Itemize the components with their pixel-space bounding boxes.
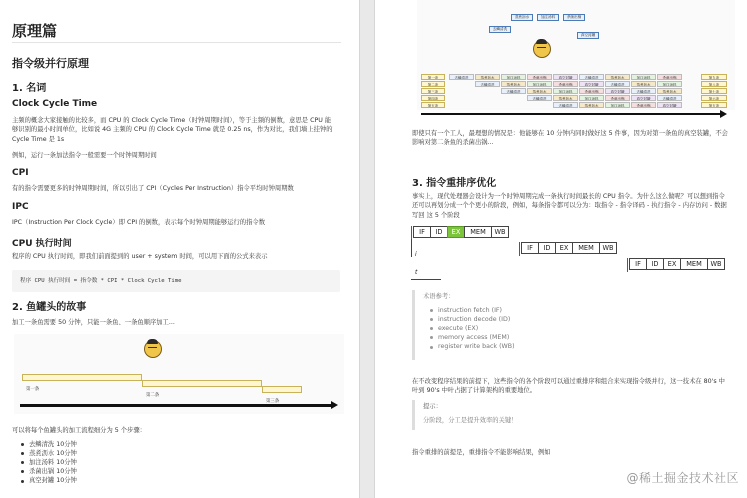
- list-item: 去鳞清洗 10分钟: [20, 440, 77, 449]
- steps-list: [20, 440, 77, 485]
- fish-stage-cell: 杀菌出锅: [631, 102, 656, 108]
- pipeline-stage: MEM: [680, 258, 708, 270]
- list-item: memory access (MEM): [429, 333, 515, 342]
- fish-stage-cell: 去鳞清洗: [475, 81, 500, 87]
- pipeline-row-marker: [627, 258, 628, 272]
- pipeline-row-marker: [519, 242, 520, 256]
- fish-stage-cell: 蒸煮沥水: [605, 74, 630, 80]
- fish-stage-cell: 杀菌出锅: [553, 81, 578, 87]
- list-item: 杀菌出锅 10分钟: [20, 467, 77, 476]
- formula-code-block: 程序 CPU 执行时间 = 指令数 * CPI * Clock Cycle Time: [12, 270, 340, 292]
- reorder-premise: 指令重排的前提是，重排指令不能影响结果，例如: [412, 449, 551, 456]
- tip-note: [412, 400, 742, 430]
- fish-stage-cell: 去鳞清洗: [631, 88, 656, 94]
- fish-row-label: 第五条: [701, 102, 727, 108]
- list-item: 蒸煮沥水 10分钟: [20, 449, 77, 458]
- fish-stage-cell: 蒸煮沥水: [527, 88, 552, 94]
- terms-title: 术语参考：: [423, 293, 455, 300]
- tag-sterilize: 杀菌出锅: [563, 14, 585, 21]
- fish-stage-cell: 加注汤料: [657, 81, 682, 87]
- fish-stage-cell: 去鳞清洗: [657, 95, 682, 101]
- pipeline-stage: ID: [646, 258, 664, 270]
- fish-stage-cell: 加注汤料: [553, 88, 578, 94]
- list-item: 真空封罐 10分钟: [20, 476, 77, 485]
- fish-stage-cell: 去鳞清洗: [449, 74, 474, 80]
- pipeline-stage: MEM: [572, 242, 600, 254]
- fish-row-label: 第九条: [701, 74, 727, 80]
- title-divider: [12, 42, 341, 43]
- fish-stage-cell: 杀菌出锅: [605, 95, 630, 101]
- fish-stage-cell: 去鳞清洗: [605, 81, 630, 87]
- fish-stage-cell: 加注汤料: [501, 74, 526, 80]
- ilp-para: 在不改变程序结果的前提下，这些指令的各个阶段可以通过重排序和组合来实现指令级并行，这一技术在 80's 中 叶到 90's 中叶占据了计算架构的重要地位。: [412, 378, 725, 395]
- fish-stage-cell: 真空封罐: [579, 81, 604, 87]
- worker-avatar-icon: [144, 340, 162, 358]
- heading-clock-cycle: Clock Cycle Time: [12, 99, 98, 109]
- cpi-para: 有的指令需要更多的时钟周期时间，所以引出了 CPI（Cycles Per Instruction）指令平均时钟周期数: [12, 185, 294, 192]
- fish-row-label: 第四条: [421, 95, 445, 101]
- pipeline-stage: MEM: [464, 226, 492, 238]
- pipeline-stage: EX: [555, 242, 573, 254]
- pipeline-stage: WB: [599, 242, 617, 254]
- tag-steam: 蒸煮沥水: [511, 14, 533, 21]
- fish-stage-cell: 去鳞清洗: [579, 74, 604, 80]
- pipeline-stage: EX: [447, 226, 465, 238]
- fish-stage-cell: 蒸煮沥水: [631, 81, 656, 87]
- pipeline-stage: EX: [663, 258, 681, 270]
- fish-stage-cell: 去鳞清洗: [553, 102, 578, 108]
- tag-seal: 真空封罐: [577, 32, 599, 39]
- fish-stage-cell: 蒸煮沥水: [657, 88, 682, 94]
- fish-row-label: 第一条: [421, 74, 445, 80]
- fish-stage-cell: 蒸煮沥水: [553, 95, 578, 101]
- workers-para: 即使只有一个工人，最理想的情况是：他能够在 10 分钟内同时做好这 5 件事，因为对第一条鱼的真空装罐，不会 影响对第二条鱼的杀菌出锅...: [412, 130, 728, 147]
- fish-row-label: 第八条: [701, 81, 727, 87]
- fish-stage-cell: 蒸煮沥水: [501, 81, 526, 87]
- worker-avatar-icon: [533, 40, 551, 58]
- watermark: @稀土掘金技术社区: [626, 471, 739, 485]
- time-arrow: [20, 404, 332, 407]
- fish-stage-cell: 去鳞清洗: [501, 88, 526, 94]
- heading-ipc: IPC: [12, 202, 29, 212]
- page-title: 原理篇: [12, 22, 58, 40]
- ipc-para: IPC（Instruction Per Clock Cycle）即 CPI 的倒数，表示每个时钟周期能够运行的指令数: [12, 219, 265, 226]
- cpu-time-para: 程序的 CPU 执行时间，即我们前面提到的 user + system 时间，可以用下面的公式来表示: [12, 253, 268, 260]
- fish-para: 加工一条鱼需要 50 分钟，只能一条鱼、一条鱼顺序加工...: [12, 319, 175, 326]
- pipeline-stage: IF: [413, 226, 431, 238]
- fish-stage-cell: 蒸煮沥水: [475, 74, 500, 80]
- pipeline-diagram: [411, 224, 744, 284]
- i-axis: [411, 239, 412, 257]
- pipeline-stage: WB: [707, 258, 725, 270]
- fish-row-label: 第三条: [421, 88, 445, 94]
- clock-example: 例如，运行一条加法指令一般需要一个时钟周期时间: [12, 152, 157, 159]
- tip-text: 分阶段，分工是提升效率的关键！: [423, 417, 518, 424]
- fish-stage-cell: 加注汤料: [605, 102, 630, 108]
- pipeline-stage: IF: [629, 258, 647, 270]
- t-axis: [411, 279, 441, 280]
- heading-terms: 1. 名词: [12, 83, 47, 94]
- pipeline-stage: ID: [538, 242, 556, 254]
- right-page: [374, 0, 747, 498]
- fish-stage-cell: 加注汤料: [527, 81, 552, 87]
- terms-list: [429, 306, 515, 351]
- list-item: instruction fetch (IF): [429, 306, 515, 315]
- sequential-figure: [14, 334, 344, 414]
- fish-stage-cell: 真空封罐: [631, 95, 656, 101]
- fish-row-label: 第七条: [701, 88, 727, 94]
- bar-fish-2: 第二条: [142, 380, 262, 387]
- list-item: register write back (WB): [429, 342, 515, 351]
- reorder-para: 事实上，现代处理器会设计为一个时钟周期完成一条执行时间最长的 CPU 指令。为什么这么做呢？可以想到指令 还可以再划分成一个个更小的阶段，例如，每条指令都可以分为：取指令 - 指令译码 - 执行指令 - 内存访问 - 数据 写回 这 5 个阶段: [412, 193, 727, 219]
- pipeline-stage: ID: [430, 226, 448, 238]
- heading-cpu-time: CPU 执行时间: [12, 239, 72, 249]
- steps-intro: 可以将每个鱼罐头的加工流程细分为 5 个步骤：: [12, 427, 146, 434]
- list-item: 加注汤料 10分钟: [20, 458, 77, 467]
- tag-clean: 去鳞清洗: [489, 26, 511, 33]
- left-page: [0, 0, 360, 498]
- pipeline-fish-figure: [417, 0, 735, 110]
- fish-stage-cell: 杀菌出锅: [527, 74, 552, 80]
- tip-title: 提示：: [423, 403, 442, 410]
- tag-broth: 加注汤料: [537, 14, 559, 21]
- bar-fish-3: 第三条: [262, 386, 302, 393]
- heading-cpi: CPI: [12, 168, 29, 178]
- fish-stage-cell: 真空封罐: [553, 74, 578, 80]
- terms-note: [412, 290, 742, 360]
- fish-row-label: 第五条: [421, 102, 445, 108]
- fish-stage-cell: 加注汤料: [631, 74, 656, 80]
- fish-stage-cell: 加注汤料: [579, 95, 604, 101]
- heading-reorder: 3. 指令重排序优化: [412, 178, 497, 189]
- clock-para: 主频的概念大家接触的比较多，而 CPU 的 Clock Cycle Time（时钟周期时间），等于主频的倒数，意思是 CPU 能 够识别的最小时间单位，比如说 4G 主频的 CPU 的 Clock Cycle Time 就是 0.25 ns，作为对比，我们墙上挂钟的 Cycle Time 是 1s: [12, 117, 333, 143]
- pipeline-row-marker: [411, 226, 412, 240]
- section-title: 指令级并行原理: [12, 57, 89, 70]
- fish-row-label: 第六条: [701, 95, 727, 101]
- fish-stage-cell: 杀菌出锅: [579, 88, 604, 94]
- time-arrow: [421, 113, 721, 115]
- fish-stage-cell: 去鳞清洗: [527, 95, 552, 101]
- list-item: instruction decode (ID): [429, 315, 515, 324]
- fish-stage-cell: 真空封罐: [657, 102, 682, 108]
- fish-stage-cell: 杀菌出锅: [657, 74, 682, 80]
- fish-row-label: 第二条: [421, 81, 445, 87]
- pipeline-stage: WB: [491, 226, 509, 238]
- fish-stage-cell: 蒸煮沥水: [579, 102, 604, 108]
- heading-fish-story: 2. 鱼罐头的故事: [12, 302, 87, 313]
- t-axis-label: t: [415, 269, 418, 276]
- bar-fish-1: 第一条: [22, 374, 142, 381]
- i-axis-label: i: [415, 251, 417, 258]
- pipeline-stage: IF: [521, 242, 539, 254]
- list-item: execute (EX): [429, 324, 515, 333]
- fish-stage-cell: 真空封罐: [605, 88, 630, 94]
